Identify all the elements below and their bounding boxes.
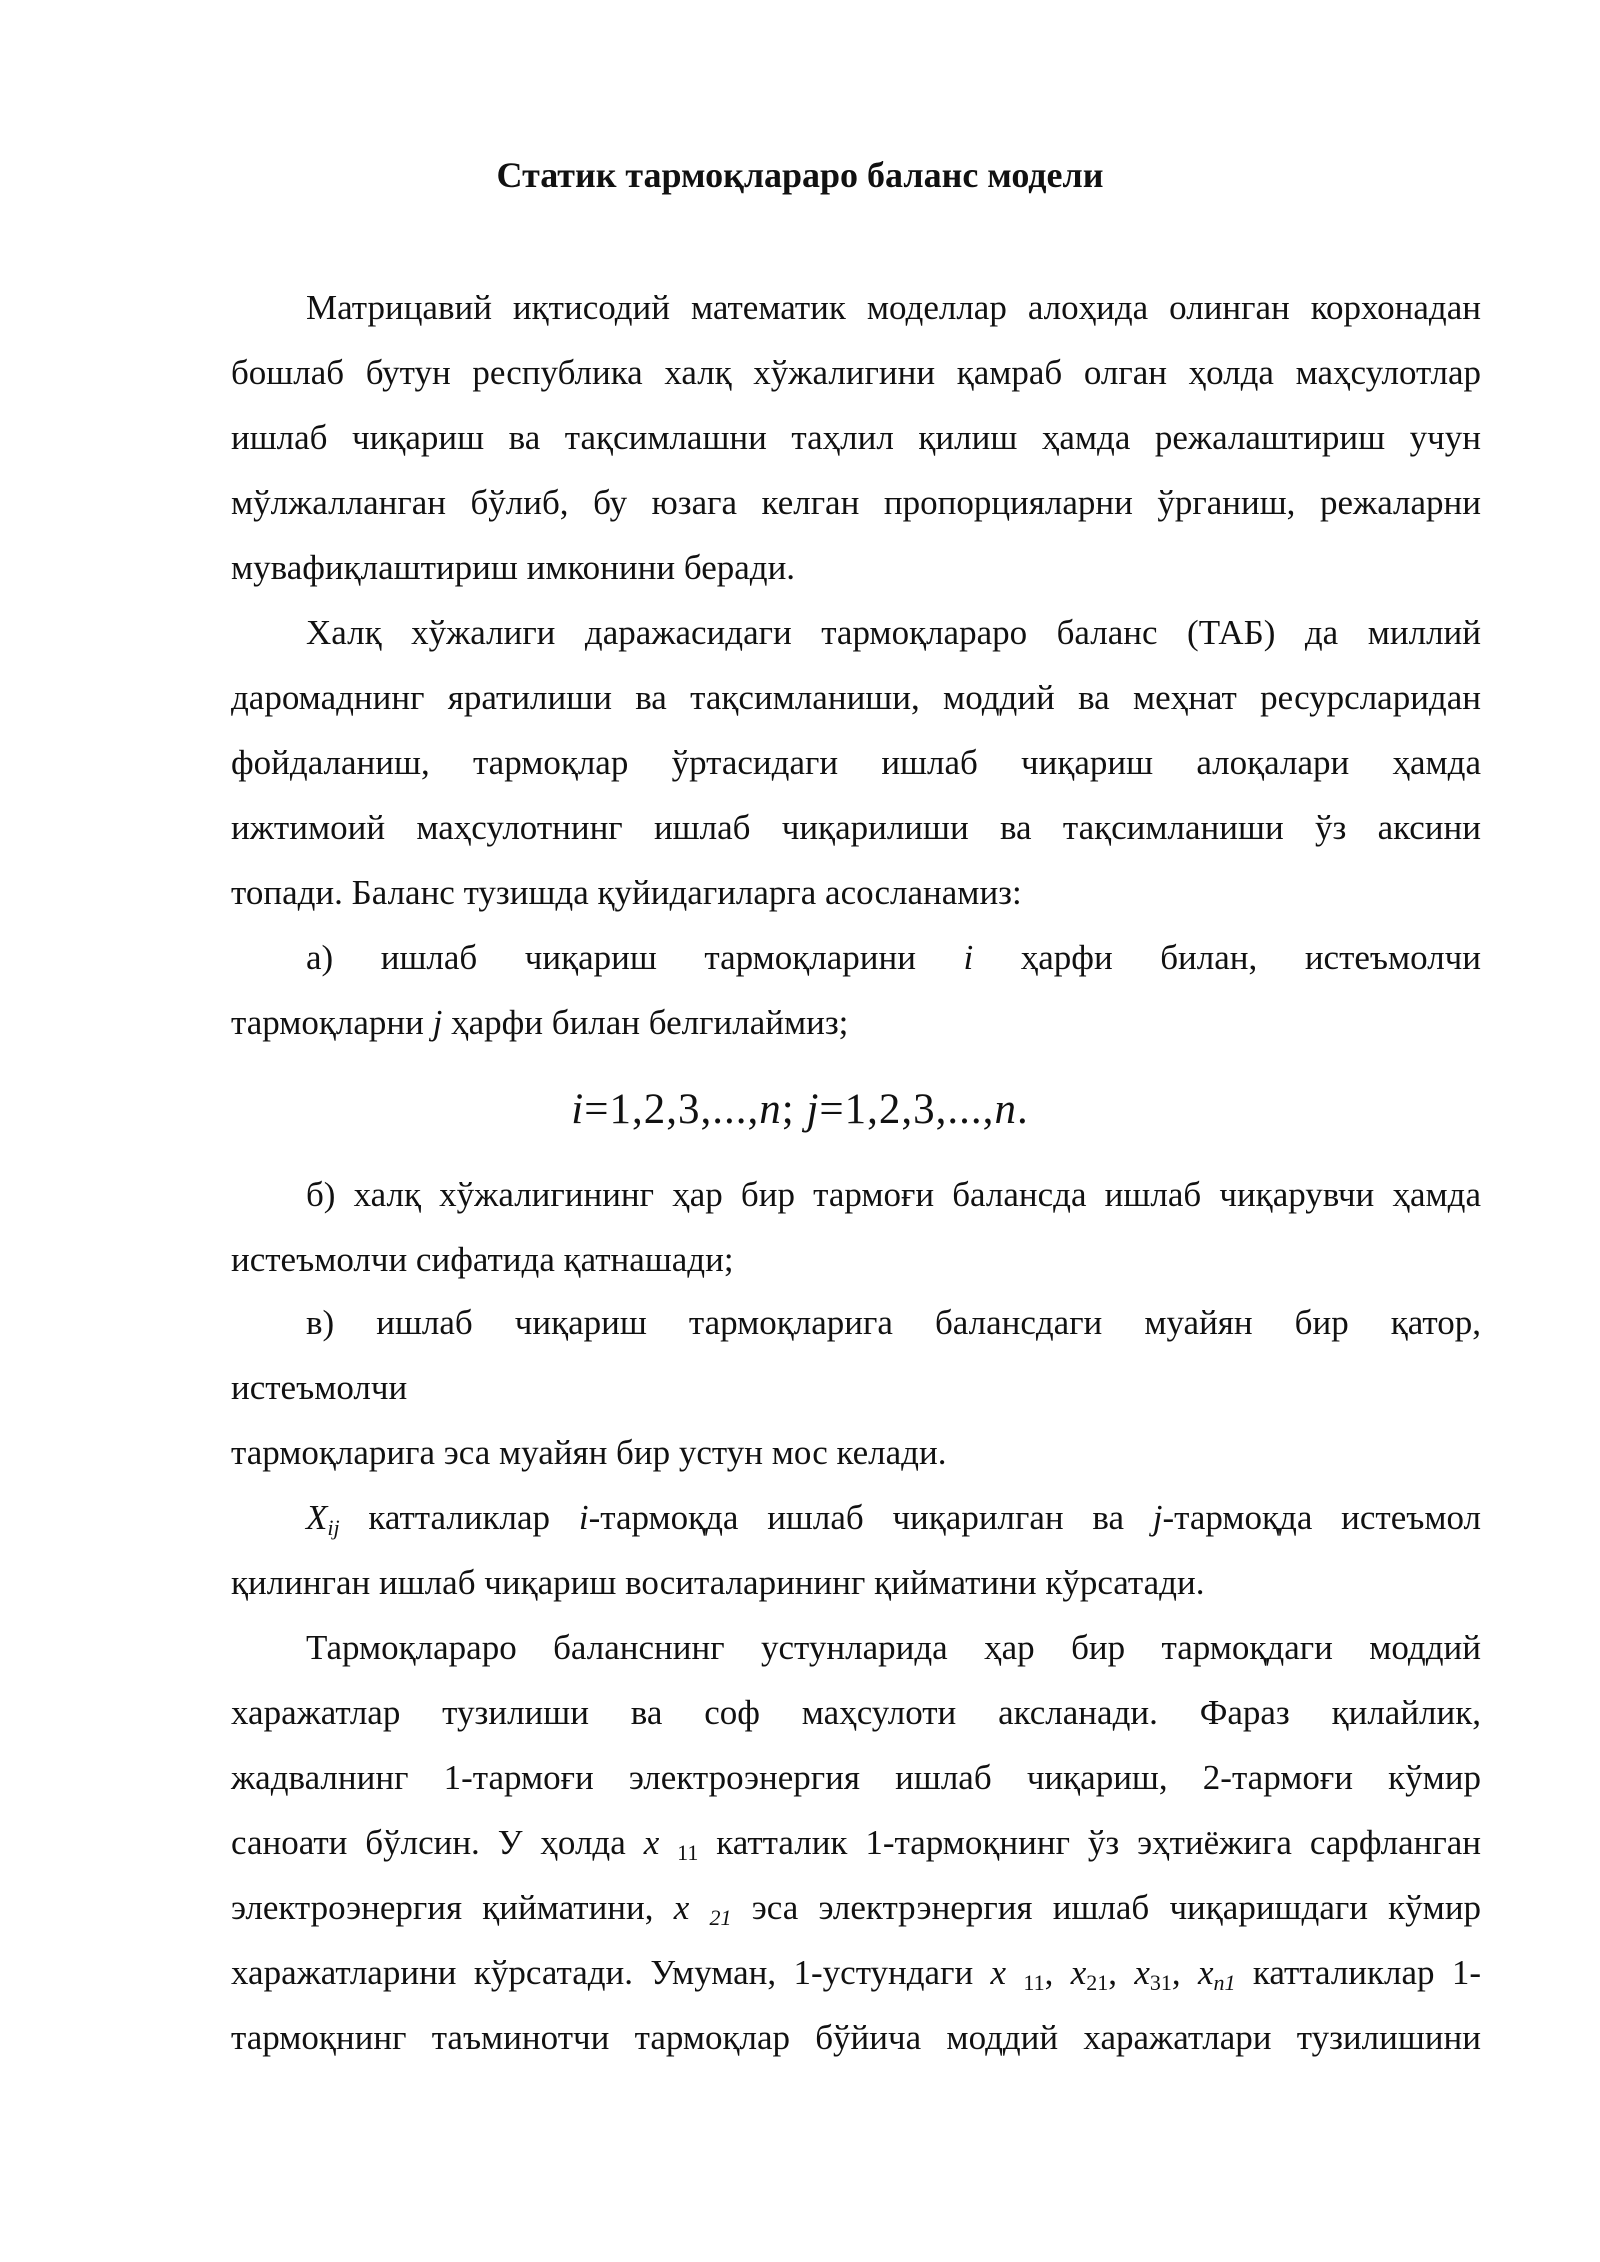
paragraph-text: электроэнергия қийматини, [231, 1888, 654, 1927]
paragraph-line: ижтимоий маҳсулотнинг ишлаб чиқарилиши ва тақсимланиши ўз аксини [231, 808, 1481, 847]
formula-i: i [571, 1086, 585, 1133]
item-a-text: а) ишлаб чиқариш тармоқларини [306, 938, 916, 977]
list-item-b-line: б) халқ хўжалигининг ҳар бир тармоғи балансда ишлаб чиқарувчи ҳамда [306, 1175, 1481, 1214]
xij-symbol [306, 1498, 340, 1540]
x21-symbol [673, 1888, 732, 1930]
page-title: Статик тармоқлараро баланс модели [496, 155, 1104, 195]
formula-n: n [759, 1086, 782, 1133]
list-item-b-line: истеъмолчи сифатида қатнашади; [231, 1240, 734, 1279]
paragraph-line: Матрицавий иқтисодий математик моделлар алоҳида олинган корхонадан [306, 288, 1481, 327]
x-var: x [1197, 1953, 1214, 1992]
paragraph-text: катталиклар 1- [1252, 1953, 1482, 1992]
variable-j: j [432, 1003, 443, 1042]
x11-symbol [643, 1823, 699, 1865]
paragraph-text: эса электрэнергия ишлаб чиқаришдаги кўмир [751, 1888, 1482, 1927]
item-a-text: тармоқларни [231, 1003, 424, 1042]
index-formula [0, 1082, 1600, 1138]
x-subscript: 11 [1023, 1970, 1045, 1995]
xij-x: X [306, 1498, 328, 1537]
x-var: x [643, 1823, 660, 1862]
xn1-symbol [1197, 1953, 1236, 1995]
paragraph-text: харажатларини кўрсатади. Умуман, 1-устундаги [231, 1953, 974, 1992]
formula-n: n [994, 1086, 1017, 1133]
formula-range: =1,2,3,..., [819, 1086, 995, 1133]
paragraph-line: Тармоқлараро баланснинг устунларида ҳар бир тармоқдаги моддий [306, 1628, 1481, 1667]
paragraph-line: ишлаб чиқариш ва тақсимлашни таҳлил қилиш ҳамда режалаштириш учун [231, 418, 1481, 457]
formula-separator: ; [781, 1086, 807, 1133]
paragraph-line: жадвалнинг 1-тармоғи электроэнергия ишлаб чиқариш, 2-тармоғи кўмир [231, 1758, 1481, 1797]
item-a-text: ҳарфи билан, истеъмолчи [1020, 938, 1481, 977]
paragraph-line: топади. Баланс тузишда қуйидагиларга асосланамиз: [231, 873, 1022, 912]
list-item-a-line2 [231, 998, 1481, 1048]
paragraph-line: харажатлар тузилиши ва соф маҳсулоти аксланади. Фараз қилайлик, [231, 1693, 1481, 1732]
paragraph-line [231, 1948, 1481, 1998]
x21-symbol [1070, 1953, 1117, 1995]
paragraph-line [231, 1818, 1481, 1868]
xij-i-segment [579, 1498, 1124, 1537]
formula-j: j [806, 1086, 820, 1133]
variable-j: j [1152, 1498, 1163, 1537]
paragraph-line: мўлжалланган бўлиб, бу юзага келган пропорцияларни ўрганиш, режаларни [231, 483, 1481, 522]
paragraph-line [231, 1883, 1481, 1933]
paragraph-text: катталик 1-тармоқнинг ўз эҳтиёжига сарфланган [716, 1823, 1482, 1862]
x-var: x [1134, 1953, 1150, 1992]
list-item-c-line: тармоқларига эса муайян бир устун мос келади. [231, 1433, 947, 1472]
xij-subscript: ij [327, 1515, 340, 1540]
paragraph-line: фойдаланиш, тармоқлар ўртасидаги ишлаб чиқариш алоқалари ҳамда [231, 743, 1481, 782]
formula-end: . [1016, 1086, 1029, 1133]
paragraph-line: мувафиқлаштириш имконини беради. [231, 548, 796, 587]
paragraph-line: даромаднинг яратилиши ва тақсимланиши, моддий ва меҳнат ресурсларидан [231, 678, 1481, 717]
x-subscript: 11 [677, 1840, 699, 1865]
variable-i: i [963, 938, 974, 977]
xij-line1 [306, 1493, 1481, 1543]
xij-j-segment [1153, 1498, 1481, 1537]
x-var: x [990, 1953, 1007, 1992]
paragraph-line: тармоқнинг таъминотчи тармоқлар бўйича моддий харажатлари тузилишини [231, 2018, 1481, 2057]
item-a-text: ҳарфи билан белгилаймиз; [451, 1003, 849, 1042]
formula-range: =1,2,3,..., [584, 1086, 760, 1133]
list-item-c-line: истеъмолчи [231, 1368, 408, 1407]
x-subscript: 21 [1086, 1970, 1109, 1995]
x-subscript: 31 [1149, 1970, 1172, 1995]
xij-text: -тармоқда ишлаб чиқарилган ва [588, 1498, 1125, 1537]
xij-text: -тармоқда истеъмол [1162, 1498, 1482, 1537]
x-var: x [1070, 1953, 1087, 1992]
x-subscript: 21 [709, 1905, 732, 1930]
list-item-c-line: в) ишлаб чиқариш тармоқларига балансдаги муайян бир қатор, [306, 1303, 1481, 1342]
comma: , [1044, 1953, 1054, 1992]
x11-symbol [990, 1953, 1054, 1995]
paragraph-text: саноати бўлсин. У ҳолда [231, 1823, 626, 1862]
xij-line2: қилинган ишлаб чиқариш воситаларининг қийматини кўрсатади. [231, 1563, 1205, 1602]
comma: , [1171, 1953, 1181, 1992]
xij-text: катталиклар [368, 1498, 551, 1537]
x31-symbol [1134, 1953, 1181, 1995]
comma: , [1108, 1953, 1117, 1992]
x-subscript: n1 [1213, 1970, 1236, 1995]
list-item-a-line1 [306, 933, 1481, 983]
paragraph-line: Халқ хўжалиги даражасидаги тармоқлараро баланс (ТАБ) да миллий [306, 613, 1481, 652]
x-var: x [673, 1888, 690, 1927]
variable-i: i [578, 1498, 589, 1537]
paragraph-line: бошлаб бутун республика халқ хўжалигини қамраб олган ҳолда маҳсулотлар [231, 353, 1481, 392]
